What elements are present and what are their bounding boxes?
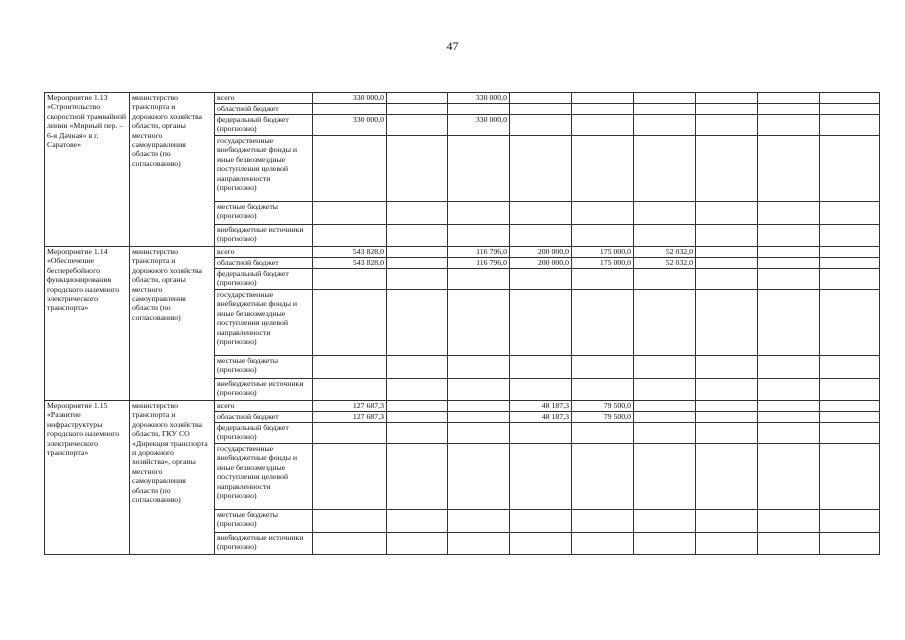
funding-source-cell: всего: [215, 247, 313, 258]
amount-cell: [387, 247, 448, 258]
amount-cell: [448, 510, 510, 533]
funding-source-cell: внебюджетные источники (прогнозно): [215, 533, 313, 555]
amount-cell: [510, 269, 572, 290]
amount-cell: [448, 290, 510, 356]
amount-cell: [510, 356, 572, 379]
amount-cell: [387, 225, 448, 247]
amount-cell: [448, 202, 510, 225]
amount-cell: [510, 423, 572, 444]
amount-cell: [820, 93, 880, 104]
amount-cell: [510, 136, 572, 202]
amount-cell: [820, 444, 880, 510]
amount-cell: [572, 379, 634, 401]
amount-cell: [510, 104, 572, 115]
amount-cell: [758, 269, 820, 290]
amount-cell: [448, 423, 510, 444]
amount-cell: [510, 93, 572, 104]
funding-source-cell: государственные внебюджетные фонды и иные безвозмездные поступления целевой направленности (прогнозно): [215, 136, 313, 202]
amount-cell: 52 032,0: [634, 247, 696, 258]
amount-cell: [820, 115, 880, 136]
amount-cell: 330 000,0: [313, 115, 387, 136]
amount-cell: [758, 247, 820, 258]
amount-cell: [696, 412, 758, 423]
amount-cell: [387, 356, 448, 379]
amount-cell: [820, 136, 880, 202]
amount-cell: [820, 269, 880, 290]
amount-cell: [387, 533, 448, 555]
amount-cell: [696, 247, 758, 258]
amount-cell: [510, 444, 572, 510]
amount-cell: [820, 423, 880, 444]
amount-cell: [572, 225, 634, 247]
amount-cell: [448, 444, 510, 510]
amount-cell: [696, 510, 758, 533]
amount-cell: [387, 104, 448, 115]
table-row: [45, 247, 880, 258]
amount-cell: [758, 379, 820, 401]
amount-cell: [634, 225, 696, 247]
amount-cell: [634, 379, 696, 401]
amount-cell: [313, 444, 387, 510]
amount-cell: [758, 202, 820, 225]
amount-cell: [510, 533, 572, 555]
amount-cell: [820, 356, 880, 379]
amount-cell: [696, 423, 758, 444]
amount-cell: 330 000,0: [448, 115, 510, 136]
amount-cell: 48 187,3: [510, 412, 572, 423]
funding-source-cell: областной бюджет: [215, 258, 313, 269]
amount-cell: [634, 115, 696, 136]
funding-source-cell: федеральный бюджет (прогнозно): [215, 115, 313, 136]
amount-cell: 79 500,0: [572, 401, 634, 412]
amount-cell: [313, 379, 387, 401]
amount-cell: [696, 202, 758, 225]
amount-cell: [634, 412, 696, 423]
amount-cell: [758, 136, 820, 202]
amount-cell: [448, 356, 510, 379]
activity-name-cell: Мероприятие 1.13 «Строительство скоростной трамвайной линии «Мирный пер. – 6-я Дачная» в г. Саратове»: [45, 93, 130, 247]
amount-cell: 175 000,0: [572, 247, 634, 258]
amount-cell: [572, 444, 634, 510]
amount-cell: [313, 104, 387, 115]
page-number: 47: [446, 39, 459, 53]
funding-source-cell: местные бюджеты (прогнозно): [215, 202, 313, 225]
amount-cell: [758, 104, 820, 115]
amount-cell: [313, 290, 387, 356]
amount-cell: [758, 533, 820, 555]
amount-cell: [696, 136, 758, 202]
amount-cell: [820, 379, 880, 401]
amount-cell: [758, 356, 820, 379]
amount-cell: [448, 104, 510, 115]
amount-cell: [696, 290, 758, 356]
amount-cell: [634, 269, 696, 290]
funding-source-cell: федеральный бюджет (прогнозно): [215, 269, 313, 290]
amount-cell: [758, 510, 820, 533]
amount-cell: [758, 290, 820, 356]
amount-cell: 48 187,3: [510, 401, 572, 412]
table-row: [45, 401, 880, 412]
amount-cell: [313, 423, 387, 444]
executor-cell: министерство транспорта и дорожного хозяйства области, органы местного самоуправления области (по согласованию): [130, 247, 215, 401]
amount-cell: [758, 258, 820, 269]
amount-cell: 52 032,0: [634, 258, 696, 269]
amount-cell: 543 828,0: [313, 247, 387, 258]
amount-cell: [448, 401, 510, 412]
amount-cell: [448, 269, 510, 290]
amount-cell: [696, 115, 758, 136]
funding-source-cell: государственные внебюджетные фонды и иные безвозмездные поступления целевой направленности (прогнозно): [215, 290, 313, 356]
amount-cell: [572, 104, 634, 115]
funding-source-cell: всего: [215, 93, 313, 104]
amount-cell: [387, 379, 448, 401]
amount-cell: [820, 510, 880, 533]
budget-table: [44, 92, 880, 555]
amount-cell: [572, 423, 634, 444]
amount-cell: [696, 104, 758, 115]
amount-cell: [313, 225, 387, 247]
amount-cell: [820, 412, 880, 423]
amount-cell: [387, 202, 448, 225]
funding-source-cell: областной бюджет: [215, 104, 313, 115]
amount-cell: [820, 104, 880, 115]
funding-source-cell: местные бюджеты (прогнозно): [215, 356, 313, 379]
amount-cell: [572, 533, 634, 555]
amount-cell: [696, 533, 758, 555]
funding-source-cell: местные бюджеты (прогнозно): [215, 510, 313, 533]
amount-cell: [820, 533, 880, 555]
amount-cell: [758, 444, 820, 510]
amount-cell: [696, 258, 758, 269]
amount-cell: [696, 379, 758, 401]
amount-cell: [820, 247, 880, 258]
amount-cell: [387, 258, 448, 269]
amount-cell: 330 000,0: [313, 93, 387, 104]
amount-cell: [510, 115, 572, 136]
amount-cell: [696, 444, 758, 510]
amount-cell: [696, 93, 758, 104]
amount-cell: [634, 423, 696, 444]
funding-source-cell: областной бюджет: [215, 412, 313, 423]
amount-cell: [387, 412, 448, 423]
amount-cell: [820, 401, 880, 412]
amount-cell: [758, 401, 820, 412]
amount-cell: [510, 379, 572, 401]
amount-cell: [634, 401, 696, 412]
amount-cell: [696, 401, 758, 412]
amount-cell: [387, 269, 448, 290]
amount-cell: [634, 290, 696, 356]
budget-table-body: [45, 93, 880, 555]
amount-cell: 127 687,3: [313, 412, 387, 423]
amount-cell: 200 000,0: [510, 258, 572, 269]
funding-source-cell: внебюджетные источники (прогнозно): [215, 225, 313, 247]
amount-cell: [510, 225, 572, 247]
amount-cell: 79 500,0: [572, 412, 634, 423]
amount-cell: [696, 356, 758, 379]
amount-cell: [448, 533, 510, 555]
amount-cell: [572, 269, 634, 290]
amount-cell: [387, 444, 448, 510]
amount-cell: [387, 401, 448, 412]
amount-cell: [387, 136, 448, 202]
activity-name-cell: Мероприятие 1.14 «Обеспечение бесперебойного функционирования городского наземного электрического транспорта»: [45, 247, 130, 401]
activity-name-cell: Мероприятие 1.15 «Развитие инфраструктуры городского наземного электрического транспорта»: [45, 401, 130, 555]
amount-cell: [696, 269, 758, 290]
amount-cell: [572, 510, 634, 533]
executor-cell: министерство транспорта и дорожного хозяйства области, ГКУ СО «Дирекция транспорта и дорожного хозяйства», органы местного самоуправления области (по согласованию): [130, 401, 215, 555]
amount-cell: [510, 510, 572, 533]
funding-source-cell: федеральный бюджет (прогнозно): [215, 423, 313, 444]
amount-cell: [387, 93, 448, 104]
amount-cell: [448, 412, 510, 423]
amount-cell: [572, 115, 634, 136]
amount-cell: [572, 93, 634, 104]
amount-cell: [313, 356, 387, 379]
amount-cell: [634, 136, 696, 202]
amount-cell: [634, 93, 696, 104]
amount-cell: [758, 93, 820, 104]
amount-cell: [510, 290, 572, 356]
amount-cell: [696, 225, 758, 247]
amount-cell: [313, 533, 387, 555]
amount-cell: [634, 356, 696, 379]
amount-cell: [758, 412, 820, 423]
amount-cell: 543 828,0: [313, 258, 387, 269]
amount-cell: [313, 269, 387, 290]
amount-cell: [758, 225, 820, 247]
amount-cell: [448, 136, 510, 202]
amount-cell: [572, 356, 634, 379]
amount-cell: [572, 136, 634, 202]
funding-source-cell: государственные внебюджетные фонды и иные безвозмездные поступления целевой направленности (прогнозно): [215, 444, 313, 510]
amount-cell: [572, 202, 634, 225]
amount-cell: [634, 444, 696, 510]
amount-cell: 127 687,3: [313, 401, 387, 412]
amount-cell: [758, 115, 820, 136]
amount-cell: [313, 202, 387, 225]
amount-cell: [634, 104, 696, 115]
funding-source-cell: всего: [215, 401, 313, 412]
amount-cell: [634, 533, 696, 555]
executor-cell: министерство транспорта и дорожного хозяйства области, органы местного самоуправления области (по согласованию): [130, 93, 215, 247]
amount-cell: [313, 510, 387, 533]
amount-cell: [572, 290, 634, 356]
amount-cell: [510, 202, 572, 225]
amount-cell: 116 796,0: [448, 258, 510, 269]
amount-cell: 116 796,0: [448, 247, 510, 258]
funding-source-cell: внебюджетные источники (прогнозно): [215, 379, 313, 401]
amount-cell: [387, 510, 448, 533]
amount-cell: [387, 290, 448, 356]
amount-cell: [820, 225, 880, 247]
amount-cell: [448, 225, 510, 247]
amount-cell: [387, 423, 448, 444]
amount-cell: [387, 115, 448, 136]
table-row: [45, 93, 880, 104]
amount-cell: 175 000,0: [572, 258, 634, 269]
amount-cell: [820, 290, 880, 356]
amount-cell: [313, 136, 387, 202]
amount-cell: [820, 258, 880, 269]
amount-cell: [758, 423, 820, 444]
amount-cell: 330 000,0: [448, 93, 510, 104]
amount-cell: 200 000,0: [510, 247, 572, 258]
amount-cell: [448, 379, 510, 401]
amount-cell: [820, 202, 880, 225]
amount-cell: [634, 202, 696, 225]
amount-cell: [634, 510, 696, 533]
